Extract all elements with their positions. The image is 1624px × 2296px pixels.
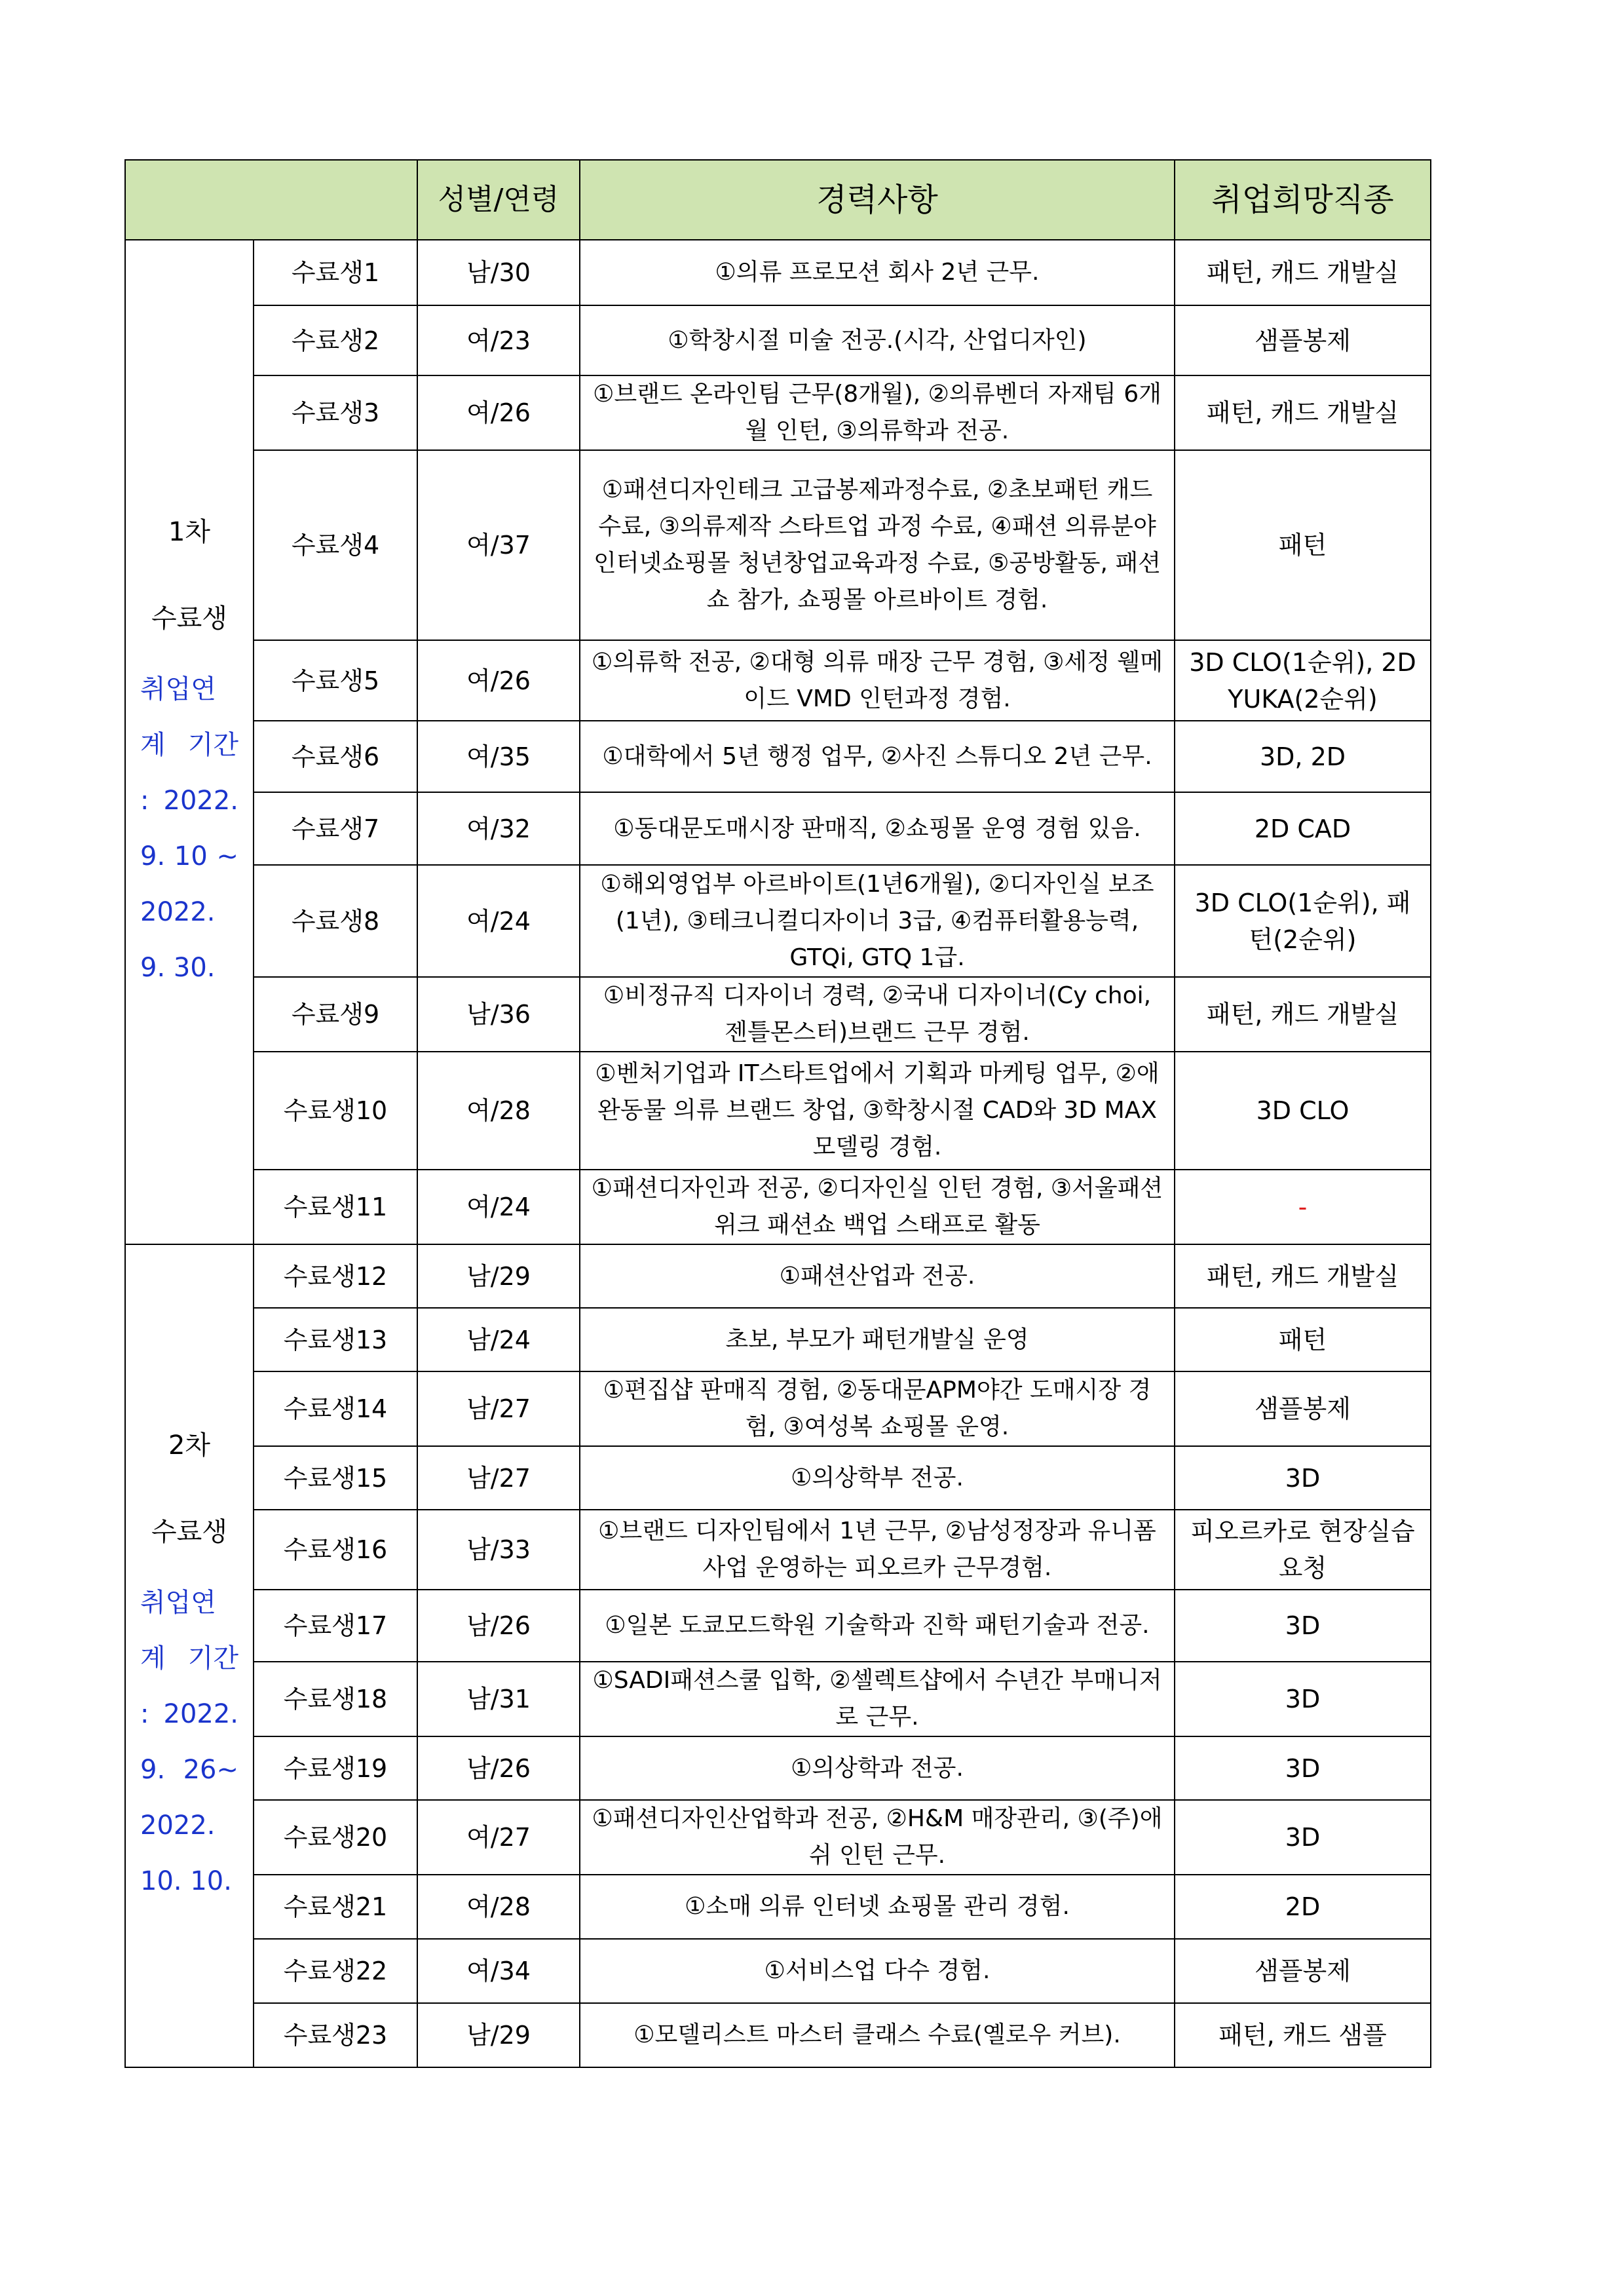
desired-job-cell: 패턴, 캐드 개발실 <box>1175 240 1431 305</box>
gender-age-cell: 남/24 <box>417 1308 580 1371</box>
group-label-cell <box>125 240 254 1244</box>
career-cell: ①벤처기업과 IT스타트업에서 기획과 마케팅 업무, ②애완동물 의류 브랜드 창업, ③학창시절 CAD와 3D MAX모델링 경험. <box>580 1052 1175 1170</box>
desired-job-cell: 패턴, 캐드 개발실 <box>1175 977 1431 1052</box>
gender-age-cell: 남/26 <box>417 1590 580 1662</box>
header-career: 경력사항 <box>580 160 1175 240</box>
trainee-name-cell: 수료생12 <box>254 1244 417 1308</box>
trainee-name-cell: 수료생10 <box>254 1052 417 1170</box>
trainee-name-cell: 수료생4 <box>254 450 417 640</box>
desired-job-cell: 3D, 2D <box>1175 721 1431 792</box>
table-row <box>125 1939 1431 2003</box>
trainee-name-cell: 수료생5 <box>254 640 417 721</box>
table-row <box>125 1371 1431 1446</box>
table-header-row <box>125 160 1431 240</box>
trainee-name-cell: 수료생21 <box>254 1875 417 1939</box>
trainee-name-cell: 수료생15 <box>254 1446 417 1510</box>
career-cell: ①패션디자인과 전공, ②디자인실 인턴 경험, ③서울패션위크 패션쇼 백업 스태프로 활동 <box>580 1170 1175 1244</box>
header-blank <box>125 160 417 240</box>
desired-job-cell: 3D <box>1175 1662 1431 1736</box>
career-cell: ①패션디자인산업학과 전공, ②H&M 매장관리, ③(주)애쉬 인턴 근무. <box>580 1800 1175 1875</box>
graduates-table <box>124 159 1431 2068</box>
group-title-line1: 1차 <box>168 516 211 547</box>
table-row <box>125 375 1431 450</box>
table-row <box>125 1590 1431 1662</box>
desired-job-cell: 3D <box>1175 1800 1431 1875</box>
desired-job-cell: 샘플봉제 <box>1175 305 1431 375</box>
table-row <box>125 1510 1431 1590</box>
career-cell: ①모델리스트 마스터 클래스 수료(옐로우 커브). <box>580 2003 1175 2067</box>
trainee-name-cell: 수료생18 <box>254 1662 417 1736</box>
desired-job-cell: 패턴, 캐드 개발실 <box>1175 1244 1431 1308</box>
trainee-name-cell: 수료생17 <box>254 1590 417 1662</box>
gender-age-cell: 남/27 <box>417 1446 580 1510</box>
trainee-name-cell: 수료생19 <box>254 1736 417 1800</box>
career-cell: ①대학에서 5년 행정 업무, ②사진 스튜디오 2년 근무. <box>580 721 1175 792</box>
table-row <box>125 305 1431 375</box>
career-cell: ①의상학과 전공. <box>580 1736 1175 1800</box>
career-cell: ①학창시절 미술 전공.(시각, 산업디자인) <box>580 305 1175 375</box>
desired-job-cell: 패턴 <box>1175 1308 1431 1371</box>
trainee-name-cell: 수료생16 <box>254 1510 417 1590</box>
gender-age-cell: 여/23 <box>417 305 580 375</box>
table-row <box>125 1875 1431 1939</box>
table-row <box>125 792 1431 865</box>
table-row <box>125 1446 1431 1510</box>
table-row <box>125 1736 1431 1800</box>
trainee-name-cell: 수료생23 <box>254 2003 417 2067</box>
group-period: 취업연계 기간 : 2022. 9. 26~ 2022. 10. 10. <box>140 1588 238 1896</box>
desired-job-cell: 2D CAD <box>1175 792 1431 865</box>
gender-age-cell: 여/24 <box>417 865 580 977</box>
career-cell: ①해외영업부 아르바이트(1년6개월), ②디자인실 보조(1년), ③테크니컬디자이너 3급, ④컴퓨터활용능력, GTQi, GTQ 1급. <box>580 865 1175 977</box>
gender-age-cell: 여/35 <box>417 721 580 792</box>
desired-job-cell: 3D CLO <box>1175 1052 1431 1170</box>
table-row <box>125 1052 1431 1170</box>
career-cell: ①서비스업 다수 경험. <box>580 1939 1175 2003</box>
career-cell: ①소매 의류 인터넷 쇼핑몰 관리 경험. <box>580 1875 1175 1939</box>
table-row <box>125 977 1431 1052</box>
gender-age-cell: 남/33 <box>417 1510 580 1590</box>
gender-age-cell: 남/36 <box>417 977 580 1052</box>
trainee-name-cell: 수료생3 <box>254 375 417 450</box>
gender-age-cell: 남/30 <box>417 240 580 305</box>
trainee-name-cell: 수료생2 <box>254 305 417 375</box>
gender-age-cell: 남/26 <box>417 1736 580 1800</box>
table-row <box>125 865 1431 977</box>
table-row <box>125 1662 1431 1736</box>
career-cell: ①SADI패션스쿨 입학, ②셀렉트샵에서 수년간 부매니저로 근무. <box>580 1662 1175 1736</box>
gender-age-cell: 여/37 <box>417 450 580 640</box>
desired-job-cell: 샘플봉제 <box>1175 1939 1431 2003</box>
gender-age-cell: 여/28 <box>417 1875 580 1939</box>
table-row <box>125 2003 1431 2067</box>
trainee-name-cell: 수료생20 <box>254 1800 417 1875</box>
gender-age-cell: 남/29 <box>417 1244 580 1308</box>
table-row <box>125 1244 1431 1308</box>
gender-age-cell: 여/32 <box>417 792 580 865</box>
desired-job-cell: 3D <box>1175 1736 1431 1800</box>
career-cell: ①일본 도쿄모드학원 기술학과 진학 패턴기술과 전공. <box>580 1590 1175 1662</box>
career-cell: ①브랜드 디자인팀에서 1년 근무, ②남성정장과 유니폼 사업 운영하는 피오르카 근무경험. <box>580 1510 1175 1590</box>
trainee-name-cell: 수료생9 <box>254 977 417 1052</box>
desired-job-cell: 3D CLO(1순위), 2D YUKA(2순위) <box>1175 640 1431 721</box>
desired-job-cell: 패턴, 캐드 개발실 <box>1175 375 1431 450</box>
gender-age-cell: 남/29 <box>417 2003 580 2067</box>
table-row <box>125 1800 1431 1875</box>
career-cell: ①의류학 전공, ②대형 의류 매장 근무 경험, ③세정 웰메이드 VMD 인턴과정 경험. <box>580 640 1175 721</box>
career-cell: ①패션디자인테크 고급봉제과정수료, ②초보패턴 캐드 수료, ③의류제작 스타트업 과정 수료, ④패션 의류분야 인터넷쇼핑몰 청년창업교육과정 수료, ⑤공방활동, 패션쇼 참가, 쇼핑몰 아르바이트 경험. <box>580 450 1175 640</box>
trainee-name-cell: 수료생22 <box>254 1939 417 2003</box>
trainee-name-cell: 수료생1 <box>254 240 417 305</box>
gender-age-cell: 여/28 <box>417 1052 580 1170</box>
desired-job-cell: 2D <box>1175 1875 1431 1939</box>
desired-job-cell: 패턴 <box>1175 450 1431 640</box>
career-cell: ①의류 프로모션 회사 2년 근무. <box>580 240 1175 305</box>
gender-age-cell: 남/31 <box>417 1662 580 1736</box>
gender-age-cell: 여/26 <box>417 640 580 721</box>
trainee-name-cell: 수료생6 <box>254 721 417 792</box>
gender-age-cell: 남/27 <box>417 1371 580 1446</box>
desired-job-cell: - <box>1175 1170 1431 1244</box>
group-title-line2: 수료생 <box>151 603 227 634</box>
career-cell: ①동대문도매시장 판매직, ②쇼핑몰 운영 경험 있음. <box>580 792 1175 865</box>
group-title-line2: 수료생 <box>151 1517 227 1547</box>
career-cell: ①의상학부 전공. <box>580 1446 1175 1510</box>
trainee-name-cell: 수료생7 <box>254 792 417 865</box>
trainee-name-cell: 수료생11 <box>254 1170 417 1244</box>
group-period: 취업연계 기간 : 2022. 9. 10 ~ 2022. 9. 30. <box>140 674 238 983</box>
table-row <box>125 1170 1431 1244</box>
gender-age-cell: 여/24 <box>417 1170 580 1244</box>
gender-age-cell: 여/27 <box>417 1800 580 1875</box>
gender-age-cell: 여/34 <box>417 1939 580 2003</box>
table-row <box>125 240 1431 305</box>
group-title-line1: 2차 <box>168 1430 211 1461</box>
career-cell: ①편집샵 판매직 경험, ②동대문APM야간 도매시장 경험, ③여성복 쇼핑몰 운영. <box>580 1371 1175 1446</box>
desired-job-cell: 피오르카로 현장실습 요청 <box>1175 1510 1431 1590</box>
career-cell: ①비정규직 디자이너 경력, ②국내 디자이너(Cy choi, 젠틀몬스터)브랜드 근무 경험. <box>580 977 1175 1052</box>
group-label-cell <box>125 1244 254 2067</box>
career-cell: ①패션산업과 전공. <box>580 1244 1175 1308</box>
header-desired-job: 취업희망직종 <box>1175 160 1431 240</box>
trainee-name-cell: 수료생8 <box>254 865 417 977</box>
table-row <box>125 721 1431 792</box>
desired-job-cell: 3D CLO(1순위), 패턴(2순위) <box>1175 865 1431 977</box>
desired-job-cell: 3D <box>1175 1446 1431 1510</box>
header-gender-age: 성별/연령 <box>417 160 580 240</box>
trainee-name-cell: 수료생14 <box>254 1371 417 1446</box>
career-cell: 초보, 부모가 패턴개발실 운영 <box>580 1308 1175 1371</box>
desired-job-cell: 샘플봉제 <box>1175 1371 1431 1446</box>
gender-age-cell: 여/26 <box>417 375 580 450</box>
desired-job-cell: 3D <box>1175 1590 1431 1662</box>
career-cell: ①브랜드 온라인팀 근무(8개월), ②의류벤더 자재팀 6개월 인턴, ③의류학과 전공. <box>580 375 1175 450</box>
desired-job-cell: 패턴, 캐드 샘플 <box>1175 2003 1431 2067</box>
table-row <box>125 640 1431 721</box>
table-row <box>125 450 1431 640</box>
table-row <box>125 1308 1431 1371</box>
trainee-name-cell: 수료생13 <box>254 1308 417 1371</box>
